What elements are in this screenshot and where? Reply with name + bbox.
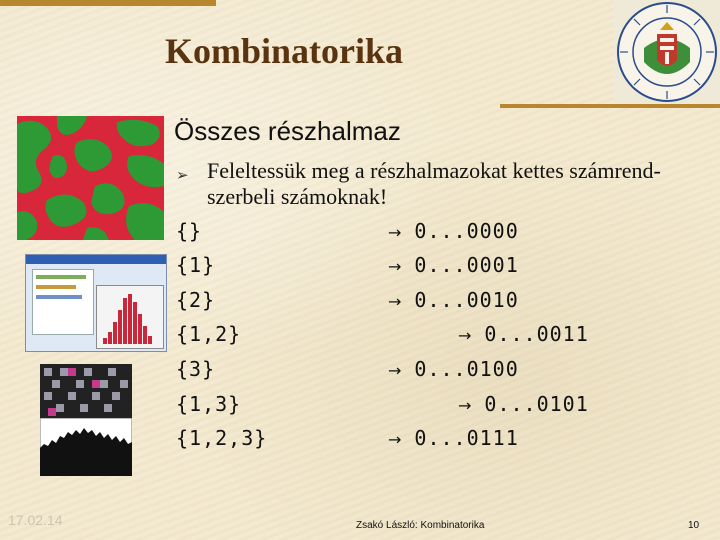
- arrow-icon: →: [388, 430, 403, 449]
- arrow-icon: →: [388, 361, 403, 380]
- binary-code: [388, 219, 519, 243]
- subset-label: {2}: [176, 288, 216, 312]
- subset-label: {1,2}: [176, 322, 242, 346]
- binary-value: 0...0111: [414, 426, 519, 450]
- binary-value: 0...0100: [414, 357, 519, 381]
- subset-label: {1,2,3}: [176, 426, 268, 450]
- footer-author: Zsakó László: Kombinatorika: [356, 520, 485, 531]
- bullet-marker-icon: ➢: [176, 166, 189, 184]
- binary-code: [458, 392, 589, 416]
- arrow-icon: →: [388, 257, 403, 276]
- slide-subtitle: Összes részhalmaz: [174, 116, 401, 146]
- arrow-icon: →: [458, 326, 473, 345]
- maze-pattern-image: [17, 116, 164, 240]
- university-seal-icon: [614, 0, 720, 104]
- page-number: 10: [688, 520, 700, 531]
- subset-label: {3}: [176, 357, 216, 381]
- slide-title: Kombinatorika: [165, 31, 404, 71]
- right-accent-bar: [500, 104, 720, 108]
- subset-label: {1}: [176, 253, 216, 277]
- binary-code: [388, 357, 519, 381]
- cellular-grid-image: [40, 364, 132, 420]
- arrow-icon: →: [388, 292, 403, 311]
- binary-code: [388, 288, 519, 312]
- binary-code: [458, 322, 589, 346]
- binary-value: 0...0101: [484, 392, 589, 416]
- binary-code: [388, 426, 519, 450]
- top-accent-bar: [0, 0, 216, 6]
- footer-date: 17.02.14: [8, 512, 63, 528]
- histogram-window-image: [25, 254, 167, 352]
- subset-label: {1,3}: [176, 392, 242, 416]
- binary-code: [388, 253, 519, 277]
- binary-value: 0...0010: [414, 288, 519, 312]
- subset-label: {}: [176, 219, 203, 243]
- terrain-plot-image: [40, 418, 132, 476]
- bullet-text: Feleltessük meg a részhalmazokat kettes számrend-szerbeli számoknak!: [207, 158, 661, 209]
- binary-value: 0...0000: [414, 219, 519, 243]
- arrow-icon: →: [458, 396, 473, 415]
- binary-value: 0...0011: [484, 322, 589, 346]
- binary-value: 0...0001: [414, 253, 519, 277]
- arrow-icon: →: [388, 223, 403, 242]
